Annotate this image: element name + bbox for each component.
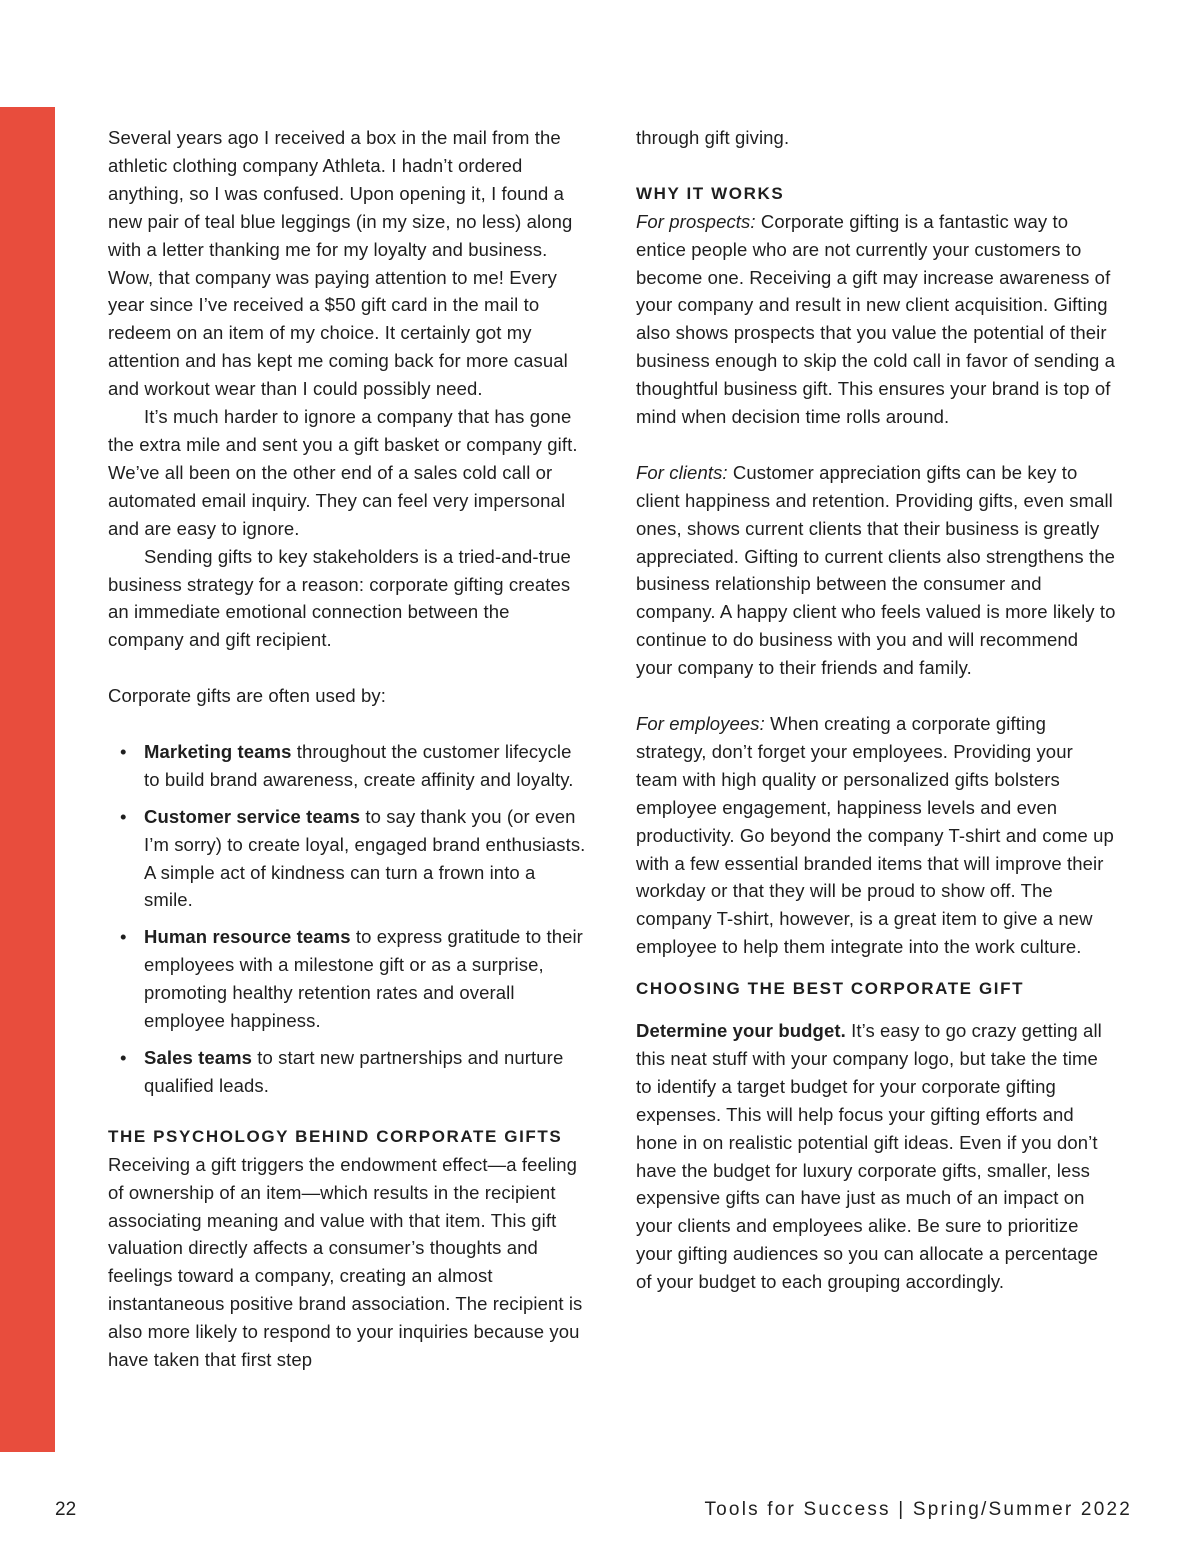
- list-intro: Corporate gifts are often used by:: [108, 685, 386, 707]
- left-column: [108, 124, 586, 1374]
- psychology-heading: THE PSYCHOLOGY BEHIND CORPORATE GIFTS: [108, 1126, 563, 1146]
- list-item-human-resources: • Human resource teams to express gratitude to their employees with a milestone gift or as a surprise, promoting healthy retention rates and overall employee happiness.: [144, 923, 586, 1035]
- employees-paragraph: For employees: When creating a corporate gifting strategy, don’t forget your employees. Providing your team with high quality or personalized gifts bolsters employee engagement, happiness levels and even productivity. Go beyond the company T-shirt and come up with a few essential branded items that will improve their workday or that they will be proud to show off. The company T-shirt, however, is a great item to give a new employee to help them integrate into the work culture.: [636, 712, 1114, 958]
- psychology-paragraph: Receiving a gift triggers the endowment effect—a feeling of ownership of an item—which results in the recipient associating meaning and value with that item. This gift valuation directly affects a consumer’s thoughts and feelings toward a company, creating an almost instantaneous positive brand association. The recipient is also more likely to respond to your inquiries because you have taken that first step: [108, 1153, 583, 1371]
- list-item-marketing: • Marketing teams throughout the customer lifecycle to build brand awareness, create affinity and loyalty.: [144, 738, 586, 794]
- why-it-works-heading: WHY IT WORKS: [636, 183, 785, 203]
- choosing-heading: CHOOSING THE BEST CORPORATE GIFT: [636, 979, 1025, 999]
- clients-paragraph: For clients: Customer appreciation gifts can be key to client happiness and retention. Providing gifts, even small ones, shows current clients that their business is greatly appreciated. Gifting to current clients also strengthens the business relationship between the consumer and company. A happy client who feels valued is more likely to continue to do business with you and will recommend your company to their friends and family.: [636, 461, 1116, 679]
- intro-paragraph-2: It’s much harder to ignore a company that has gone the extra mile and sent you a gift basket or company gift. We’ve all been on the other end of a sales cold call or automated email inquiry. They can feel very impersonal and are easy to ignore.: [108, 406, 578, 539]
- intro-paragraph-1: Several years ago I received a box in the mail from the athletic clothing company Athleta. I hadn’t ordered anything, so I was confused. Upon opening it, I found a new pair of teal blue leggings (in my size, no less) along with a letter thanking me for my loyalty and business. Wow, that company was paying attention to me! Every year since I’ve received a $50 gift card in the mail to redeem on an item of my choice. It certainly got my attention and has kept me coming back for more casual and workout wear than I could possibly need.: [108, 127, 573, 400]
- intro-paragraph-3: Sending gifts to key stakeholders is a tried-and-true business strategy for a reason: corporate gifting creates an immediate emotional connection between the company and gift recipient.: [108, 545, 571, 651]
- list-item-sales: • Sales teams to start new partnerships and nurture qualified leads.: [144, 1044, 586, 1100]
- page-number: 22: [55, 1499, 77, 1520]
- budget-paragraph: Determine your budget. It’s easy to go crazy getting all this neat stuff with your company logo, but take the time to identify a target budget for your corporate gifting expenses. This will help focus your gifting efforts and hone in on realistic potential gift ideas. Even if you don’t have the budget for luxury corporate gifts, smaller, less expensive gifts can have just as much of an impact on your clients and employees alike. Be sure to prioritize your gifting audiences so you can allocate a percentage of your budget to each grouping accordingly.: [636, 1020, 1102, 1293]
- uses-list: [108, 738, 586, 1100]
- accent-side-bar: [0, 107, 55, 1452]
- prospects-paragraph: For prospects: Corporate gifting is a fantastic way to entice people who are not currently your customers to become one. Receiving a gift may increase awareness of your company and result in new client acquisition. Gifting also shows prospects that you value the potential of their business enough to skip the cold call in favor of sending a thoughtful business gift. This ensures your brand is top of mind when decision time rolls around.: [636, 210, 1115, 428]
- continuation-text: through gift giving.: [636, 127, 790, 148]
- publication-title: Tools for Success | Spring/Summer 2022: [704, 1499, 1132, 1520]
- right-column: [636, 124, 1116, 1296]
- list-item-customer-service: • Customer service teams to say thank you (or even I’m sorry) to create loyal, engaged brand enthusiasts. A simple act of kindness can turn a frown into a smile.: [144, 803, 586, 915]
